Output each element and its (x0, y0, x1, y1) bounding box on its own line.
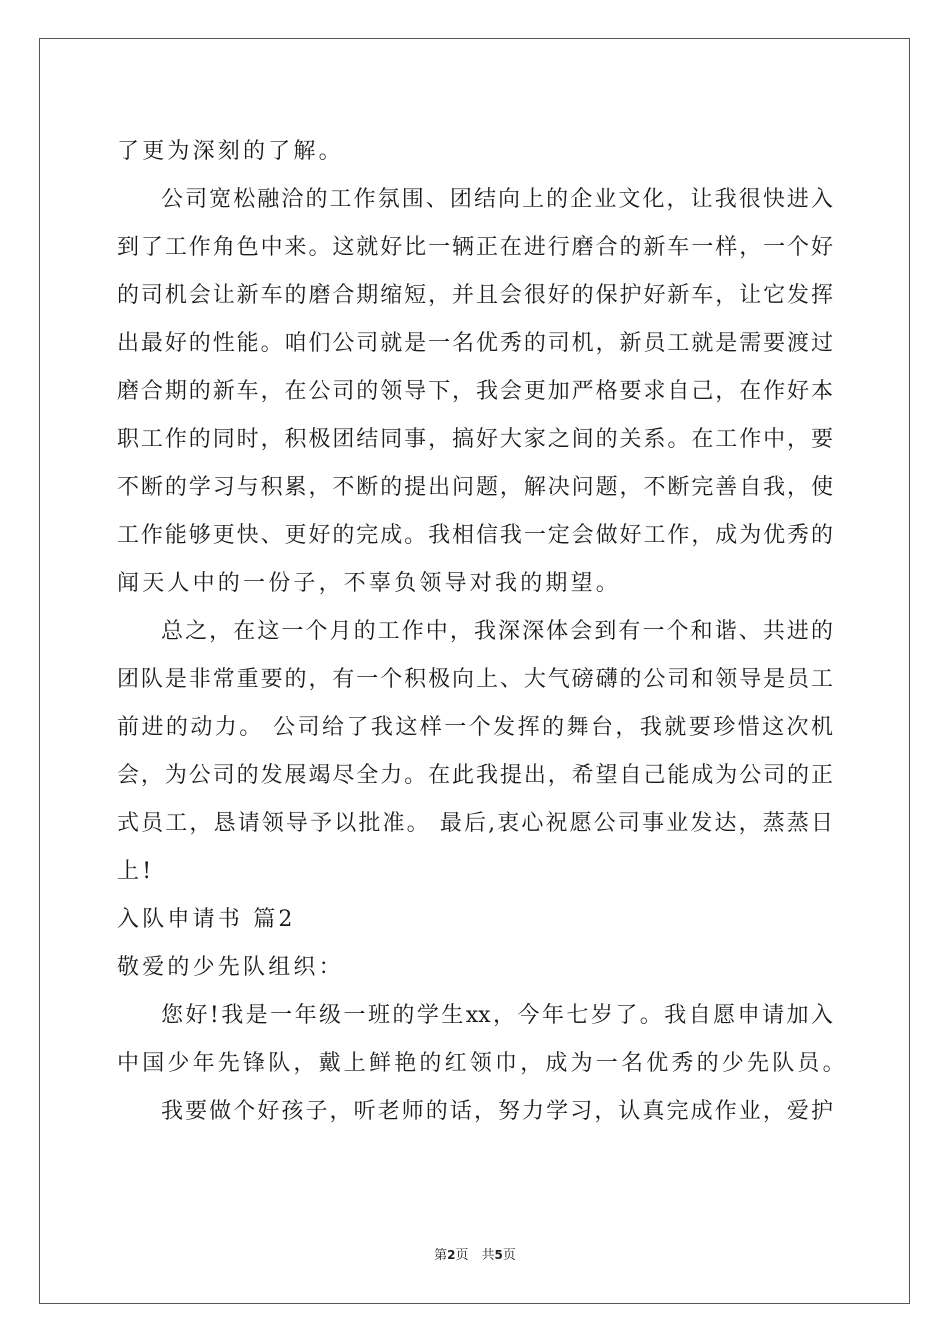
paragraph-line: 磨合期的新车，在公司的领导下，我会更加严格要求自己，在作好本 (117, 379, 833, 404)
footer-prefix: 第 (434, 1248, 448, 1263)
current-page-number: 2 (447, 1248, 456, 1262)
paragraph-line: 到了工作角色中来。这就好比一辆正在进行磨合的新车一样，一个好 (117, 235, 833, 260)
salutation: 敬爱的少先队组织： (117, 955, 344, 980)
paragraph-line: 上! (117, 859, 155, 884)
paragraph-line: 中国少年先锋队，戴上鲜艳的红领巾，成为一名优秀的少先队员。 (117, 1051, 848, 1076)
paragraph-line: 闻天人中的一份子，不辜负领导对我的期望。 (117, 571, 622, 596)
paragraph-line: 会，为公司的发展竭尽全力。在此我提出，希望自己能成为公司的正 (117, 763, 833, 788)
page-footer (0, 1247, 950, 1264)
section-heading: 入队申请书 篇2 (117, 907, 296, 932)
paragraph-line: 式员工，恳请领导予以批准。 最后,衷心祝愿公司事业发达，蒸蒸日 (117, 811, 833, 836)
paragraph-line: 工作能够更快、更好的完成。我相信我一定会做好工作，成为优秀的 (117, 523, 833, 548)
paragraph-line: 公司宽松融洽的工作氛围、团结向上的企业文化，让我很快进入 (161, 187, 833, 212)
total-pages-number: 5 (494, 1248, 503, 1262)
paragraph-line: 出最好的性能。咱们公司就是一名优秀的司机，新员工就是需要渡过 (117, 331, 833, 356)
text-line: 了更为深刻的了解。 (117, 139, 344, 164)
paragraph-line: 我要做个好孩子，听老师的话，努力学习，认真完成作业，爱护 (161, 1099, 833, 1124)
paragraph-line: 团队是非常重要的，有一个积极向上、大气磅礴的公司和领导是员工 (117, 667, 833, 692)
footer-suffix: 页 (502, 1248, 516, 1263)
paragraph-line: 总之，在这一个月的工作中，我深深体会到有一个和谐、共进的 (161, 619, 833, 644)
paragraph-line: 前进的动力。 公司给了我这样一个发挥的舞台，我就要珍惜这次机 (117, 715, 833, 740)
paragraph-line: 您好!我是一年级一班的学生xx，今年七岁了。我自愿申请加入 (161, 1003, 833, 1028)
paragraph-line: 职工作的同时，积极团结同事，搞好大家之间的关系。在工作中，要 (117, 427, 833, 452)
paragraph-line: 不断的学习与积累，不断的提出问题，解决问题，不断完善自我，使 (117, 475, 833, 500)
footer-middle: 页 共 (455, 1248, 495, 1263)
paragraph-line: 的司机会让新车的磨合期缩短，并且会很好的保护好新车，让它发挥 (117, 283, 833, 308)
